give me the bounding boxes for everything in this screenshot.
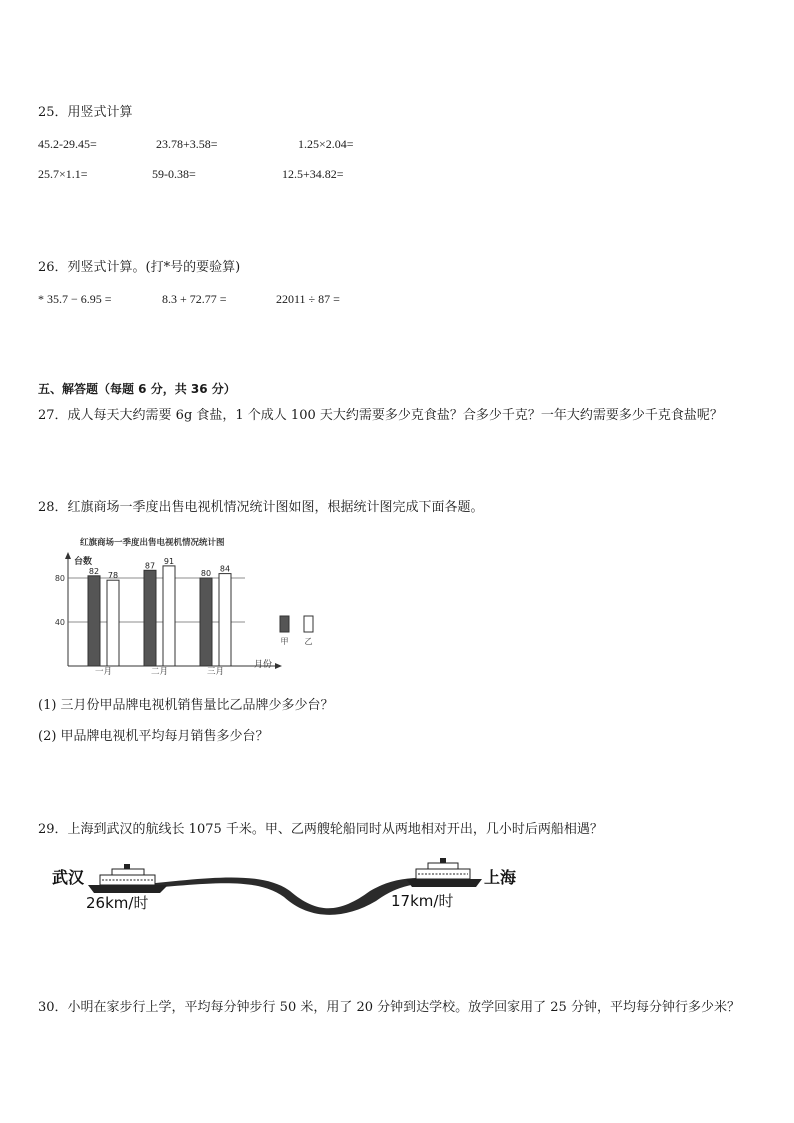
bar-value-label: 80 [200, 569, 212, 578]
right-ship-icon [406, 858, 482, 887]
q28-sub1: (1) 三月份甲品牌电视机销售量比乙品牌少多少台？ [38, 698, 334, 713]
q25-expr-1: 45.2-29.45= [38, 137, 97, 151]
y-tick-label: 80 [54, 574, 65, 583]
bar-value-label: 84 [219, 564, 231, 574]
q30-text: 30．小明在家步行上学，平均每分钟步行 50 米，用了 20 分钟到达学校。放学回家用了 25 分钟，平均每分钟行多少米？ [38, 1000, 740, 1015]
q28-text: 28．红旗商场一季度出售电视机情况统计图如图，根据统计图完成下面各题。 [38, 500, 484, 515]
x-axis-arrow [275, 663, 282, 669]
q25-expr-6: 12.5+34.82= [282, 167, 344, 181]
legend-swatch [280, 616, 289, 632]
bar [163, 566, 175, 666]
y-axis-arrow [65, 552, 71, 559]
bar [144, 570, 156, 666]
q25-expr-5: 59-0.38= [152, 167, 196, 181]
q27-text: 27．成人每天大约需要 6g 食盐，1 个成人 100 天大约需要多少克食盐？合多少千克？一年大约需要多少千克食盐呢？ [38, 408, 723, 423]
x-tick-label: 三月 [206, 667, 225, 676]
river-path [135, 877, 435, 914]
q25-expr-2: 23.78+3.58= [156, 137, 218, 151]
river-diagram [40, 855, 540, 920]
x-tick-label: 一月 [94, 667, 113, 676]
bar [219, 574, 231, 666]
q26-expr-1: * 35.7 − 6.95 = [38, 292, 112, 306]
bar-value-label: 78 [107, 571, 119, 581]
right-city-label: 上海 [484, 868, 517, 887]
legend-swatch [304, 616, 313, 632]
q28-sub2: (2) 甲品牌电视机平均每月销售多少台？ [38, 729, 269, 744]
q26-title: 26．列竖式计算。(打*号的要验算) [38, 260, 241, 275]
bar-value-label: 91 [163, 556, 175, 566]
q26-expr-2: 8.3 + 72.77 = [162, 292, 227, 306]
q26-expr-3: 22011 ÷ 87 = [276, 292, 340, 306]
left-ship-icon [88, 864, 168, 893]
chart-title: 红旗商场一季度出售电视机情况统计图 [80, 538, 225, 548]
bar-chart [40, 528, 340, 676]
q25-expr-3: 1.25×2.04= [298, 137, 354, 151]
bar-value-label: 87 [144, 561, 156, 571]
y-axis-label: 台数 [74, 557, 93, 567]
q25-title: 25．用竖式计算 [38, 105, 133, 120]
left-speed-label: 26km/时 [86, 894, 149, 912]
x-axis-label: 月份 [254, 660, 273, 670]
right-speed-label: 17km/时 [391, 892, 454, 910]
bar [107, 580, 119, 666]
y-tick-label: 40 [54, 618, 65, 627]
q29-text: 29．上海到武汉的航线长 1075 千米。甲、乙两艘轮船同时从两地相对开出，几小时后两船相遇？ [38, 822, 603, 837]
x-tick-label: 二月 [150, 667, 169, 676]
legend-label: 乙 [304, 637, 313, 646]
left-city-label: 武汉 [52, 868, 85, 887]
q25-expr-4: 25.7×1.1= [38, 167, 88, 181]
bar-value-label: 82 [88, 566, 100, 576]
bar [200, 578, 212, 666]
bar [88, 576, 100, 666]
section-title: 五、解答题（每题 6 分，共 36 分） [38, 382, 236, 396]
legend-label: 甲 [280, 637, 289, 646]
